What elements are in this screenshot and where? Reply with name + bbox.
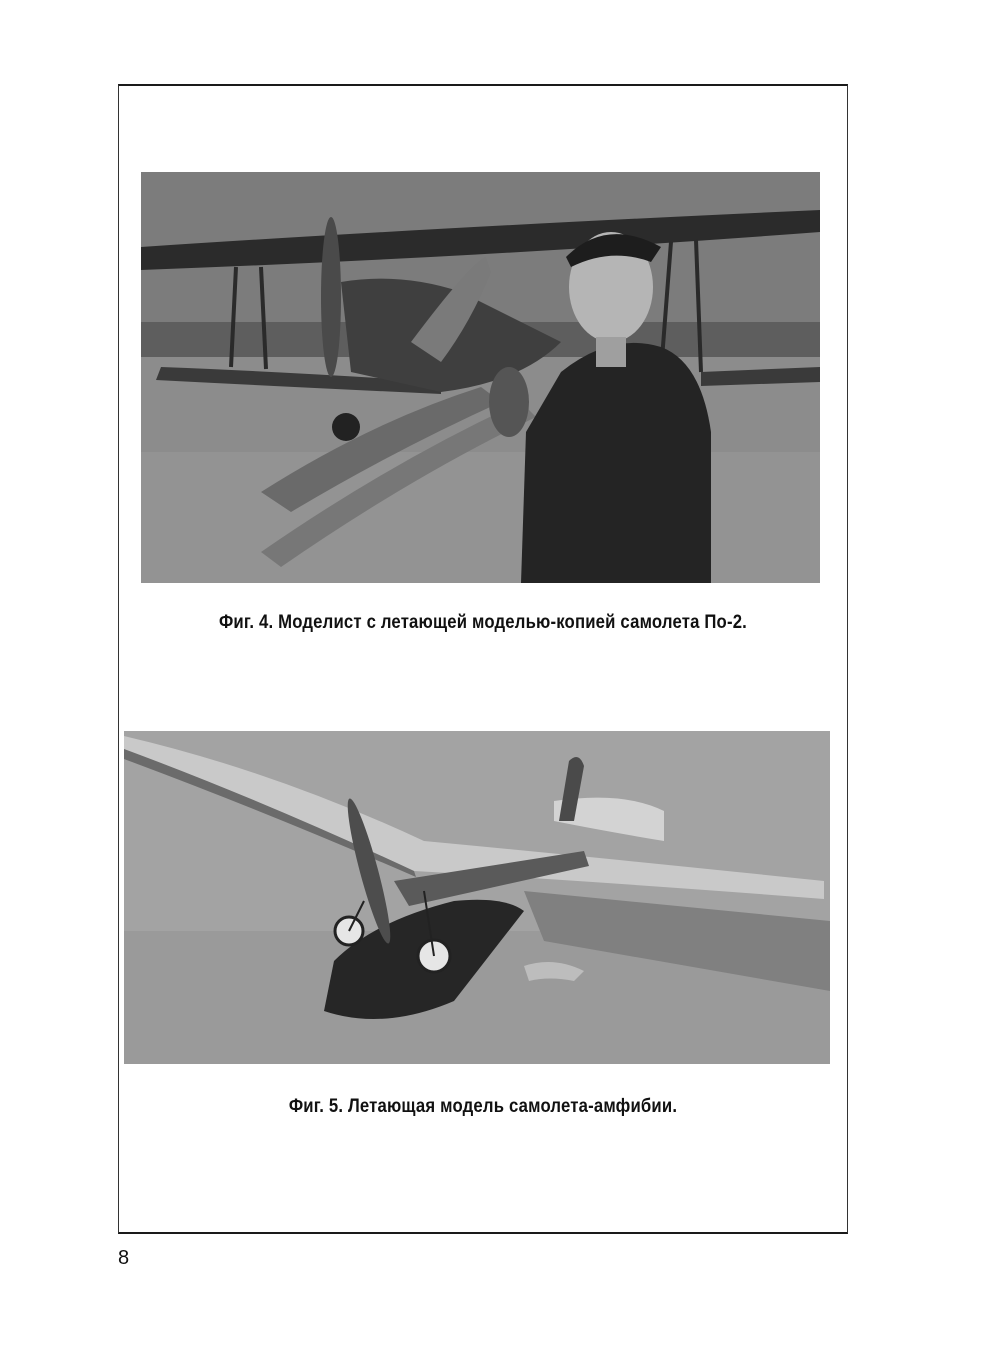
figure-4-caption: Фиг. 4. Моделист с летающей моделью-копией самолета По-2. — [218, 612, 748, 633]
figure-5-caption: Фиг. 5. Летающая модель самолета-амфибии. — [288, 1096, 678, 1117]
figure-5-photo — [124, 731, 830, 1064]
figure-4-photo — [141, 172, 820, 583]
page-number: 8 — [118, 1247, 130, 1269]
